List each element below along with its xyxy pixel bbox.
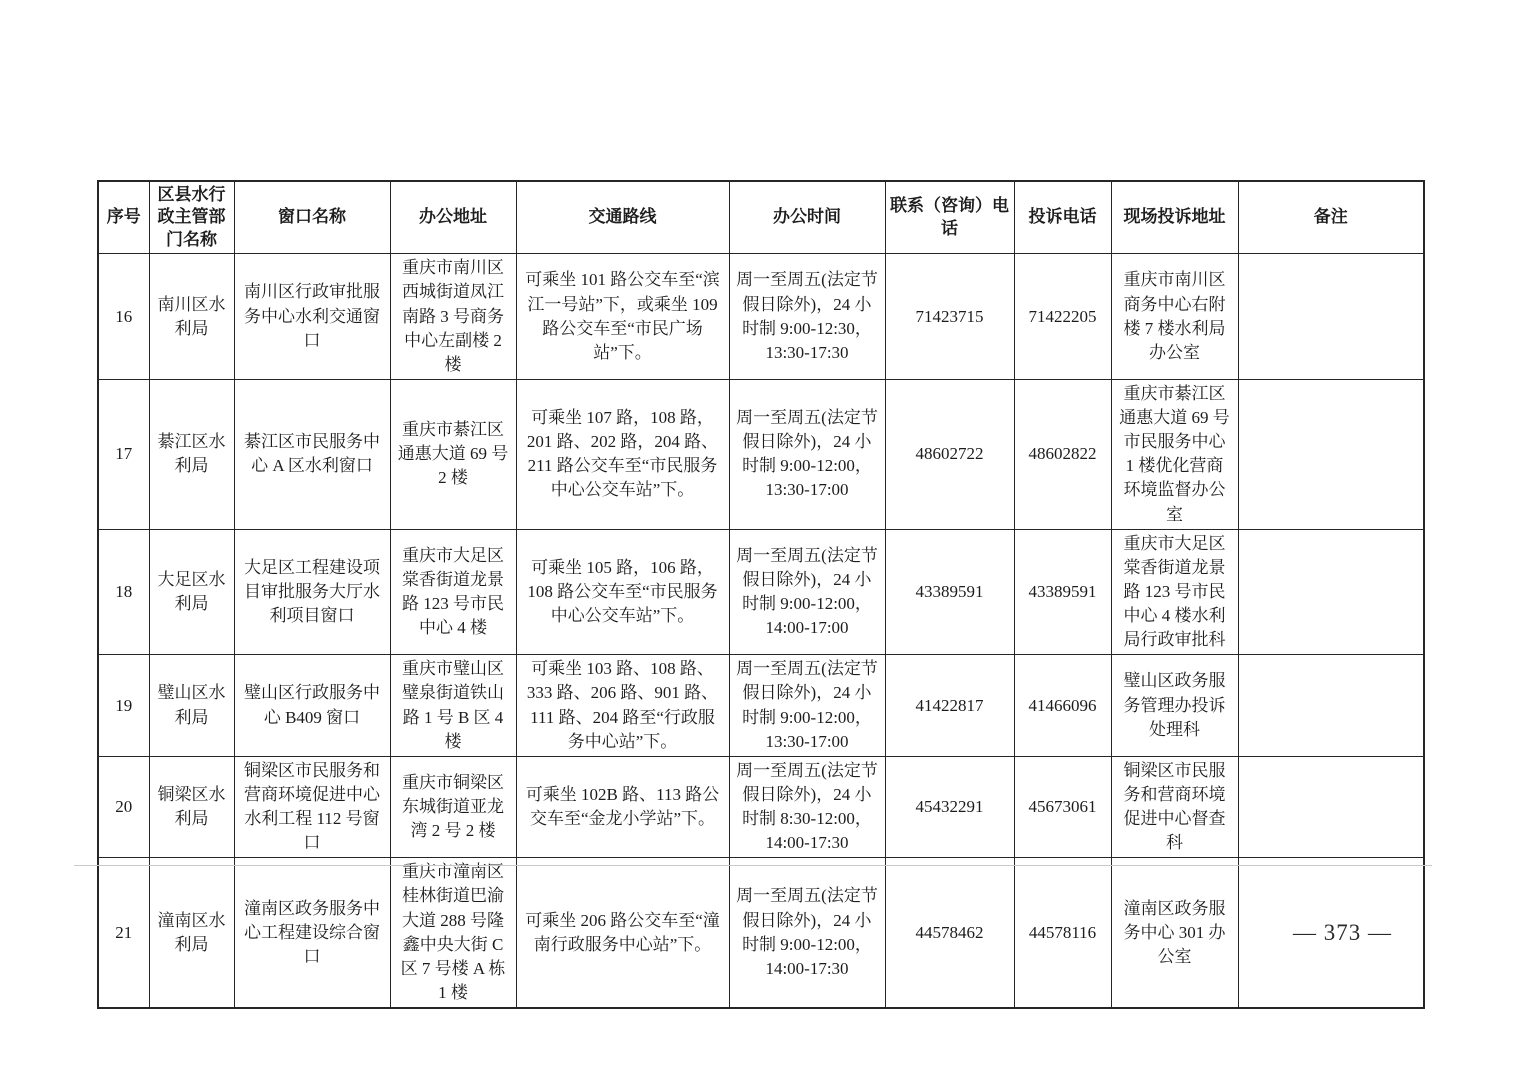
cell-hours: 周一至周五(法定节假日除外)，24 小时制 9:00-12:00，13:30-17:00 [729,379,885,529]
cell-address: 重庆市綦江区通惠大道 69 号 2 楼 [390,379,516,529]
cell-seq: 18 [98,529,149,655]
cell-hours: 周一至周五(法定节假日除外)，24 小时制 9:00-12:00，13:30-17:00 [729,655,885,757]
table-row [98,254,1424,380]
cell-window: 璧山区行政服务中心 B409 窗口 [234,655,390,757]
page-number: — 373 — [1293,920,1392,945]
col-header-route: 交通路线 [516,181,729,254]
cell-route: 可乘坐 103 路、108 路、333 路、206 路、901 路、111 路、204 路至“行政服务中心站”下。 [516,655,729,757]
cell-seq: 16 [98,254,149,380]
cell-remark [1238,379,1424,529]
cell-window: 大足区工程建设项目审批服务大厅水利项目窗口 [234,529,390,655]
cell-seq: 20 [98,756,149,858]
cell-route: 可乘坐 101 路公交车至“滨江一号站”下，或乘坐 109 路公交车至“市民广场站”下。 [516,254,729,380]
col-header-window: 窗口名称 [234,181,390,254]
cell-complaint-address: 重庆市大足区棠香街道龙景路 123 号市民中心 4 楼水利局行政审批科 [1111,529,1238,655]
col-header-complaint-address: 现场投诉地址 [1111,181,1238,254]
cell-address: 重庆市铜梁区东城街道亚龙湾 2 号 2 楼 [390,756,516,858]
cell-seq: 17 [98,379,149,529]
cell-complaint-phone: 41466096 [1014,655,1111,757]
cell-complaint-address: 铜梁区市民服务和营商环境促进中心督查科 [1111,756,1238,858]
cell-phone: 41422817 [885,655,1014,757]
col-header-hours: 办公时间 [729,181,885,254]
cell-hours: 周一至周五(法定节假日除外)，24 小时制 9:00-12:00，14:00-17:30 [729,858,885,1008]
cell-window: 铜梁区市民服务和营商环境促进中心水利工程 112 号窗口 [234,756,390,858]
cell-seq: 19 [98,655,149,757]
cell-seq: 21 [98,858,149,1008]
cell-complaint-address: 潼南区政务服务中心 301 办公室 [1111,858,1238,1008]
cell-phone: 43389591 [885,529,1014,655]
cell-route: 可乘坐 206 路公交车至“潼南行政服务中心站”下。 [516,858,729,1008]
cell-window: 潼南区政务服务中心工程建设综合窗口 [234,858,390,1008]
cell-route: 可乘坐 105 路，106 路，108 路公交车至“市民服务中心公交车站”下。 [516,529,729,655]
cell-dept: 铜梁区水利局 [149,756,234,858]
cell-complaint-phone: 43389591 [1014,529,1111,655]
table-row [98,379,1424,529]
cell-dept: 潼南区水利局 [149,858,234,1008]
cell-remark [1238,254,1424,380]
cell-address: 重庆市璧山区璧泉街道铁山路 1 号 B 区 4 楼 [390,655,516,757]
cell-dept: 南川区水利局 [149,254,234,380]
cell-phone: 44578462 [885,858,1014,1008]
cell-window: 南川区行政审批服务中心水利交通窗口 [234,254,390,380]
table-row [98,756,1424,858]
table-header-row [98,181,1424,254]
cell-complaint-address: 重庆市南川区商务中心右附楼 7 楼水利局办公室 [1111,254,1238,380]
table-row [98,858,1424,1008]
col-header-complaint-phone: 投诉电话 [1014,181,1111,254]
cell-address: 重庆市潼南区桂林街道巴渝大道 288 号隆鑫中央大街 C 区 7 号楼 A 栋 1 楼 [390,858,516,1008]
cell-phone: 71423715 [885,254,1014,380]
table-row [98,655,1424,757]
cell-address: 重庆市南川区西城街道凤江南路 3 号商务中心左副楼 2 楼 [390,254,516,380]
cell-remark [1238,529,1424,655]
table-row [98,529,1424,655]
col-header-seq: 序号 [98,181,149,254]
cell-dept: 璧山区水利局 [149,655,234,757]
cell-hours: 周一至周五(法定节假日除外)，24 小时制 9:00-12:30，13:30-17:30 [729,254,885,380]
cell-address: 重庆市大足区棠香街道龙景路 123 号市民中心 4 楼 [390,529,516,655]
cell-remark [1238,655,1424,757]
cell-phone: 45432291 [885,756,1014,858]
cell-dept: 大足区水利局 [149,529,234,655]
cell-dept: 綦江区水利局 [149,379,234,529]
col-header-phone: 联系（咨询）电话 [885,181,1014,254]
cell-hours: 周一至周五(法定节假日除外)，24 小时制 8:30-12:00，14:00-17:30 [729,756,885,858]
scan-shadow-line [74,865,1432,866]
cell-hours: 周一至周五(法定节假日除外)，24 小时制 9:00-12:00，14:00-17:00 [729,529,885,655]
cell-remark [1238,756,1424,858]
cell-complaint-phone: 48602822 [1014,379,1111,529]
col-header-remark: 备注 [1238,181,1424,254]
cell-complaint-address: 重庆市綦江区通惠大道 69 号市民服务中心 1 楼优化营商环境监督办公室 [1111,379,1238,529]
cell-complaint-phone: 71422205 [1014,254,1111,380]
col-header-dept: 区县水行政主管部门名称 [149,181,234,254]
cell-phone: 48602722 [885,379,1014,529]
cell-complaint-address: 璧山区政务服务管理办投诉处理科 [1111,655,1238,757]
cell-complaint-phone: 44578116 [1014,858,1111,1008]
cell-window: 綦江区市民服务中心 A 区水利窗口 [234,379,390,529]
cell-route: 可乘坐 102B 路、113 路公交车至“金龙小学站”下。 [516,756,729,858]
water-bureau-service-windows-table [97,180,1425,1009]
col-header-address: 办公地址 [390,181,516,254]
cell-complaint-phone: 45673061 [1014,756,1111,858]
cell-route: 可乘坐 107 路，108 路，201 路、202 路，204 路、211 路公交车至“市民服务中心公交车站”下。 [516,379,729,529]
